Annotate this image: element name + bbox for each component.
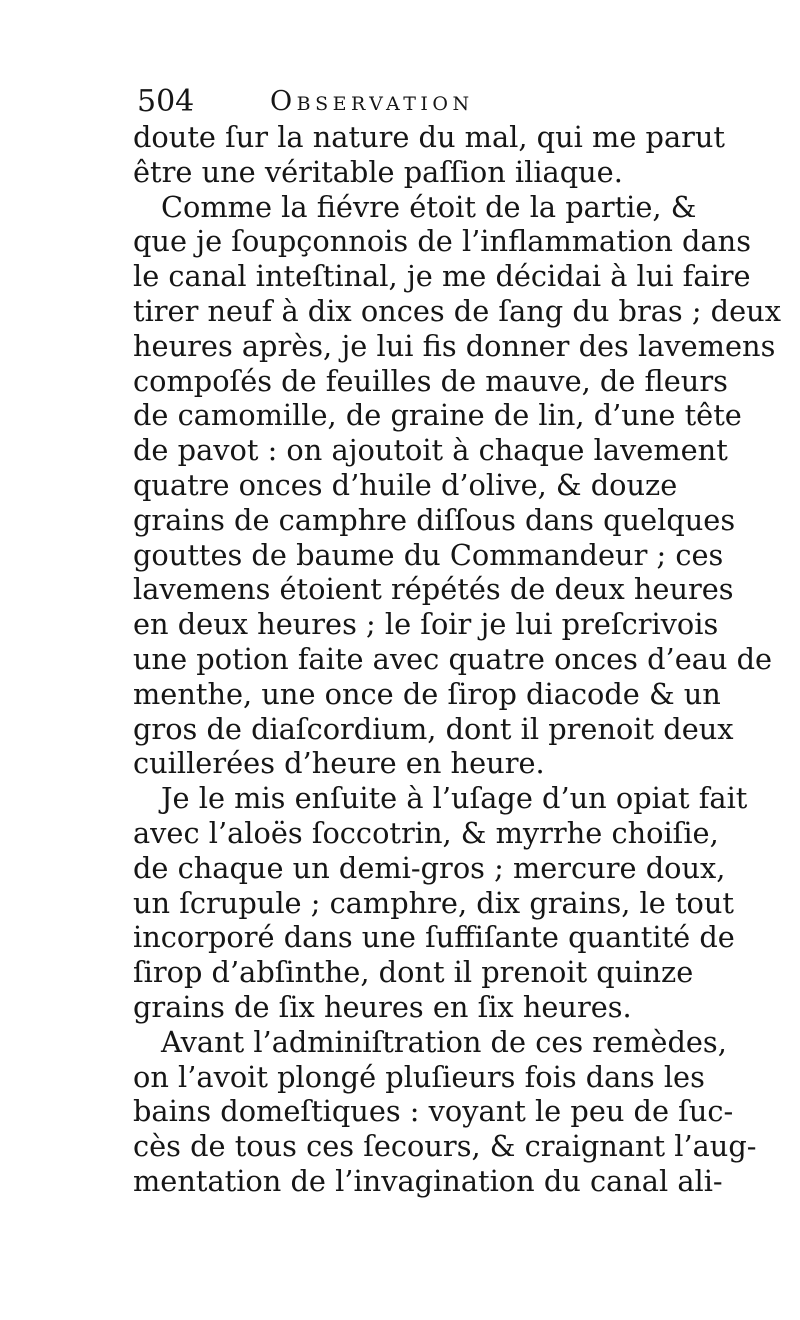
text-line: doute ſur la nature du mal, qui me parut (133, 120, 725, 154)
text-line: le canal inteſtinal, je me décidai à lui faire (133, 259, 751, 294)
text-line: grains de camphre diſſous dans quelques (133, 502, 736, 537)
text-line: de pavot : on ajoutoit à chaque lavement (133, 433, 728, 468)
text-line: de chaque un demi-gros ; mercure doux, (133, 850, 726, 885)
text-line: une potion faite avec quatre onces d’eau de (133, 641, 773, 676)
text-line: lavemens étoient répétés de deux heures (133, 572, 734, 607)
text-line: en deux heures ; le ſoir je lui preſcrivois (133, 607, 719, 642)
text-line: quatre onces d’huile d’olive, & douze (133, 467, 678, 502)
text-line: que je ſoupçonnois de l’inflammation dans (133, 224, 751, 259)
text-line: cuillerées d’heure en heure. (133, 746, 545, 781)
page-number: 504 (137, 84, 195, 119)
body-text (133, 120, 781, 1199)
text-line: compoſés de feuilles de mauve, de fleurs (133, 363, 728, 398)
text-line: incorporé dans une ſuffiſante quantité de (133, 920, 735, 955)
text-line: mentation de l’invagination du canal ali- (133, 1163, 723, 1198)
text-line: cès de tous ces ſecours, & craignant l’aug- (133, 1129, 757, 1164)
text-line: un ſcrupule ; camphre, dix grains, le tout (133, 885, 734, 920)
text-line: Comme la fiévre étoit de la partie, & (161, 189, 697, 224)
text-line: heures après, je lui fis donner des lavemens (133, 328, 776, 363)
running-title: Observation (270, 86, 474, 117)
text-line: grains de ſix heures en ſix heures. (133, 989, 632, 1024)
text-line: être une véritable paſſion iliaque. (133, 154, 623, 189)
text-line: tirer neuf à dix onces de ſang du bras ; deux (133, 293, 781, 328)
text-line: bains domeſtiques : voyant le peu de ſuc- (133, 1094, 734, 1129)
text-line: menthe, une once de ſirop diacode & un (133, 676, 721, 711)
text-line: Avant l’adminiſtration de ces remèdes, (161, 1024, 727, 1059)
text-line: de camomille, de graine de lin, d’une tête (133, 398, 742, 433)
text-line: gros de diaſcordium, dont il prenoit deux (133, 711, 734, 746)
page-header (137, 80, 677, 124)
text-line: gouttes de baume du Commandeur ; ces (133, 537, 724, 572)
text-line: ſirop d’abſinthe, dont il prenoit quinze (133, 955, 694, 990)
text-line: Je le mis enſuite à l’uſage d’un opiat fait (161, 781, 748, 816)
text-line: avec l’aloës ſoccotrin, & myrrhe choiſie, (133, 815, 719, 850)
text-line: on l’avoit plongé pluſieurs fois dans les (133, 1059, 705, 1094)
